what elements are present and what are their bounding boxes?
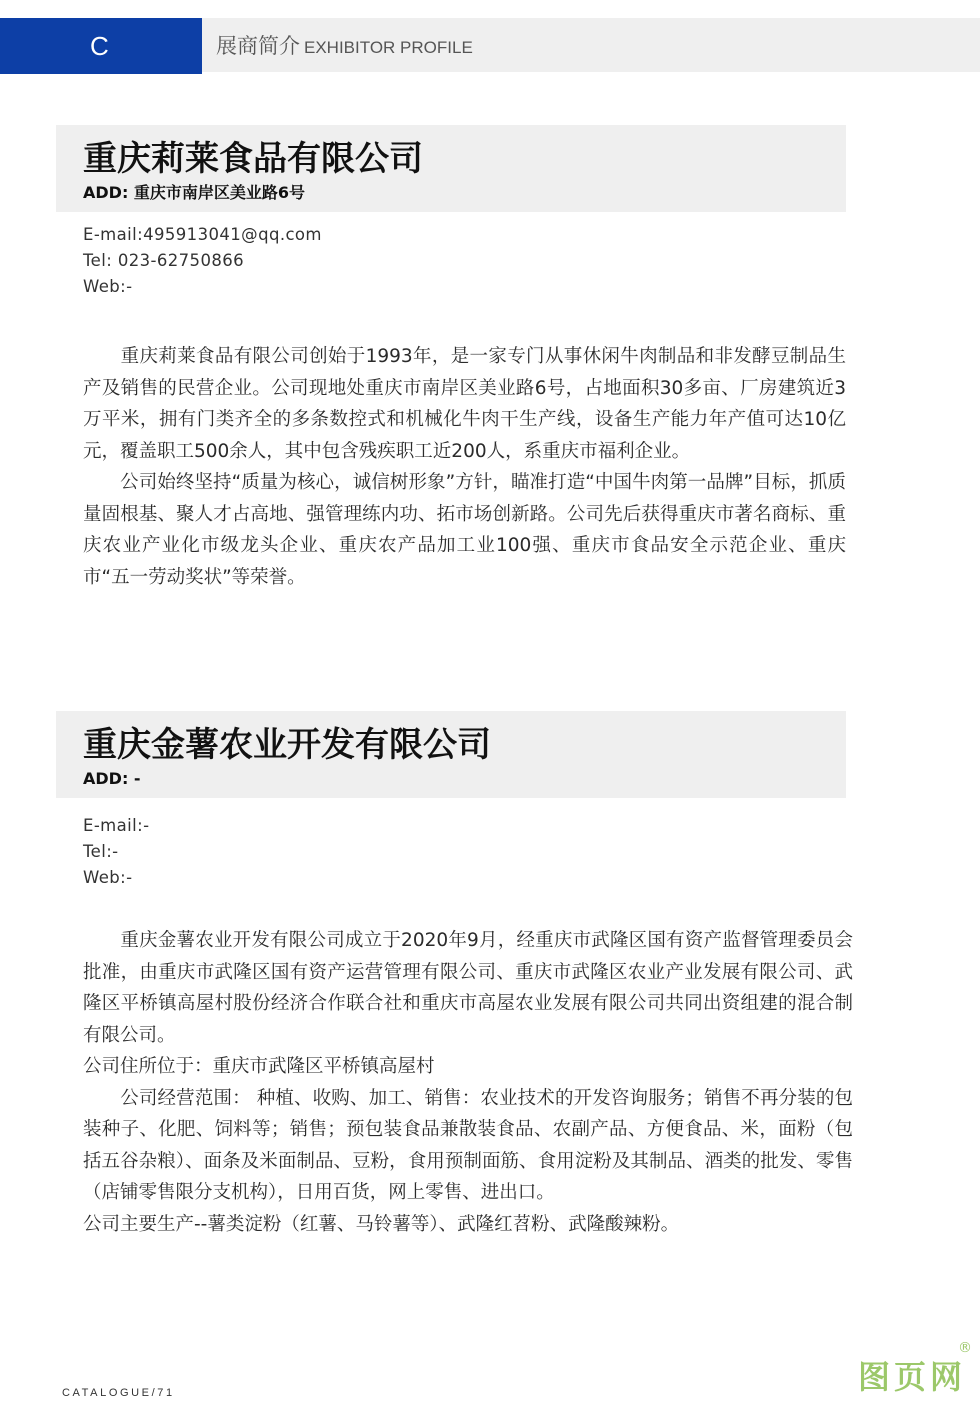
company-email: E-mail:495913041@qq.com: [83, 225, 322, 244]
description-paragraph: 公司主要生产--薯类淀粉（红薯、马铃薯等）、武隆红苕粉、武隆酸辣粉。: [83, 1213, 680, 1235]
page-title: [216, 18, 473, 74]
company-title-box: [56, 711, 846, 798]
catalogue-page-number: CATALOGUE/71: [62, 1387, 175, 1399]
page-title-cn: 展商简介: [216, 34, 300, 58]
company-web: Web:-: [83, 277, 133, 296]
company-name: 重庆莉莱食品有限公司: [83, 139, 423, 179]
company-description: [83, 925, 853, 1240]
description-paragraph: 重庆金薯农业开发有限公司成立于2020年9月，经重庆市武隆区国有资产监督管理委员会批准，由重庆市武隆区国有资产运营管理有限公司、重庆市武隆区农业产业发展有限公司、武隆区平桥镇高屋村股份经济合作联合社和重庆市高屋农业发展有限公司共同出资组建的混合制有限公司。: [83, 930, 853, 1046]
watermark-text: 图页网: [858, 1358, 967, 1396]
company-title-box: [56, 125, 846, 212]
description-paragraph: 公司住所位于：重庆市武隆区平桥镇高屋村: [83, 1056, 435, 1077]
company-web: Web:-: [83, 868, 133, 887]
company-contacts: [83, 813, 149, 891]
watermark-logo: [858, 1340, 973, 1398]
page-title-en: EXHIBITOR PROFILE: [304, 38, 473, 57]
description-paragraph: 重庆莉莱食品有限公司创始于1993年，是一家专门从事休闲牛肉制品和非发酵豆制品生产及销售的民营企业。公司现地处重庆市南岸区美业路6号，占地面积30多亩、厂房建筑近3万平米，拥有门类齐全的多条数控式和机械化牛肉干生产线，设备生产能力年产值可达10亿元，覆盖职工500余人，其中包含残疾职工近200人，系重庆市福利企业。: [83, 346, 846, 462]
description-paragraph: 公司始终坚持“质量为核心，诚信树形象”方针，瞄准打造“中国牛肉第一品牌”目标，抓质量固根基、聚人才占高地、强管理练内功、拓市场创新路。公司先后获得重庆市著名商标、重庆农业产业化市级龙头企业、重庆农产品加工业100强、重庆市食品安全示范企业、重庆市“五一劳动奖状”等荣誉。: [83, 472, 846, 588]
company-name: 重庆金薯农业开发有限公司: [83, 725, 491, 765]
description-paragraph: 公司经营范围： 种植、收购、加工、销售：农业技术的开发咨询服务；销售不再分装的包装种子、化肥、饲料等；销售；预包装食品兼散装食品、农副产品、方便食品、米，面粉（包括五谷杂粮）、面条及米面制品、豆粉，食用预制面筋、食用淀粉及其制品、酒类的批发、零售（店铺零售限分支机构），日用百货，网上零售、进出口。: [83, 1087, 853, 1203]
company-contacts: [83, 222, 322, 300]
registered-mark: ®: [958, 1340, 973, 1356]
company-tel: Tel: 023-62750866: [83, 251, 245, 270]
section-tab: C: [0, 18, 202, 74]
company-email: E-mail:-: [83, 816, 150, 835]
company-address: ADD: -: [83, 769, 141, 788]
company-address: ADD: 重庆市南岸区美业路6号: [83, 183, 306, 202]
company-description: [83, 341, 846, 593]
company-tel: Tel:-: [83, 842, 119, 861]
